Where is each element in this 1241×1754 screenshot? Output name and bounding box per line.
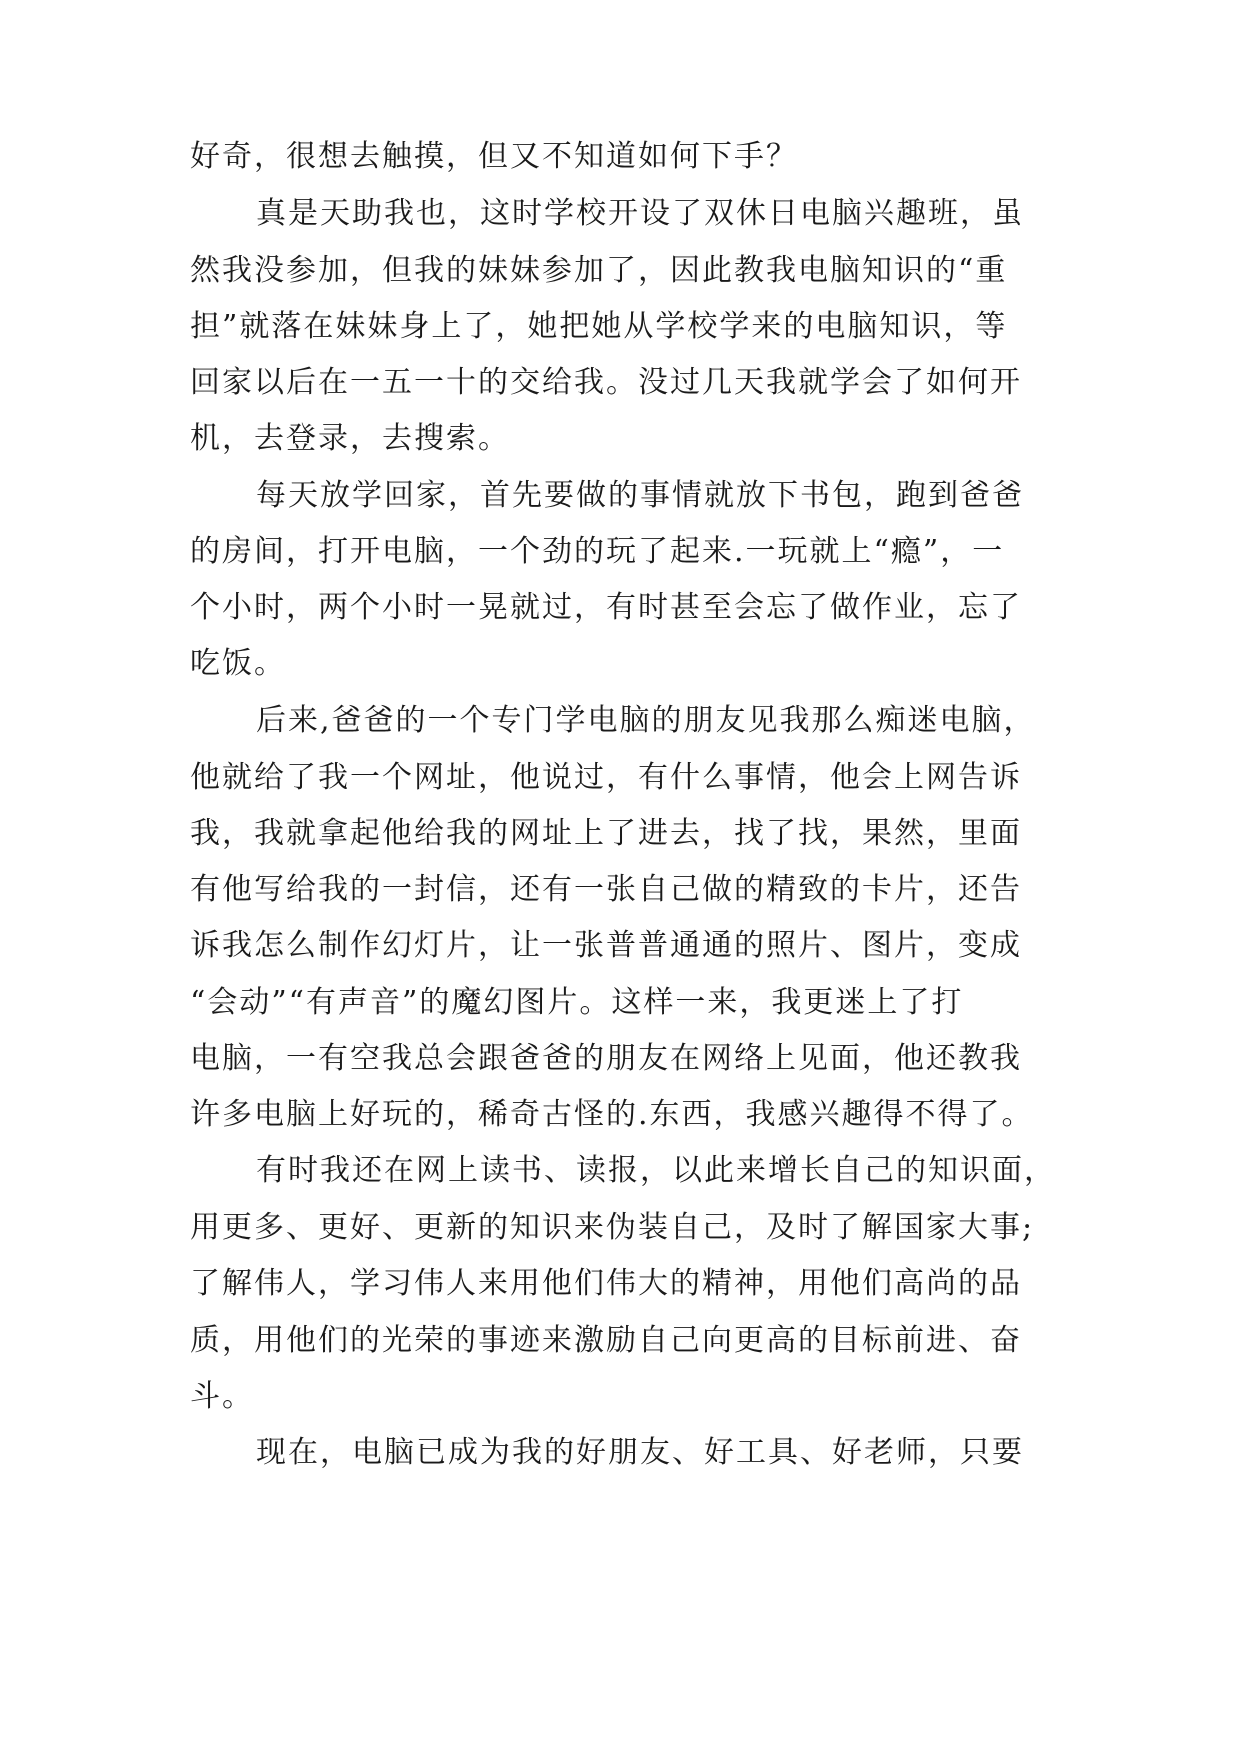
text-line: “会动”“有声音”的魔幻图片。这样一来，我更迷上了打: [190, 985, 964, 1020]
text-line: 用更多、更好、更新的知识来伪装自己，及时了解国家大事;: [190, 1210, 1035, 1245]
text-line: 担”就落在妹妹身上了，她把她从学校学来的电脑知识，等: [190, 309, 1008, 344]
text-line: 有他写给我的一封信，还有一张自己做的精致的卡片，还告: [190, 872, 1022, 907]
text-line: 每天放学回家，首先要做的事情就放下书包，跑到爸爸: [256, 478, 1024, 513]
text-line: 诉我怎么制作幻灯片，让一张普普通通的照片、图片，变成: [190, 928, 1022, 963]
text-line: 现在，电脑已成为我的好朋友、好工具、好老师，只要: [256, 1435, 1024, 1470]
text-line: 我，我就拿起他给我的网址上了进去，找了找，果然，里面: [190, 816, 1022, 851]
text-line: 许多电脑上好玩的，稀奇古怪的.东西，我感兴趣得不得了。: [190, 1097, 1034, 1132]
text-line: 后来,爸爸的一个专门学电脑的朋友见我那么痴迷电脑，: [256, 703, 1036, 738]
text-line: 有时我还在网上读书、读报，以此来增长自己的知识面，: [256, 1153, 1056, 1188]
text-line: 回家以后在一五一十的交给我。没过几天我就学会了如何开: [190, 365, 1022, 400]
document-page: [190, 0, 1060, 1754]
text-line: 个小时，两个小时一晃就过，有时甚至会忘了做作业，忘了: [190, 590, 1022, 625]
text-line: 好奇，很想去触摸，但又不知道如何下手？: [190, 139, 798, 174]
text-line: 的房间，打开电脑，一个劲的玩了起来.一玩就上“瘾”，一: [190, 534, 1005, 569]
text-line: 他就给了我一个网址，他说过，有什么事情，他会上网告诉: [190, 760, 1022, 795]
text-line: 机，去登录，去搜索。: [190, 421, 510, 456]
text-line: 真是天助我也，这时学校开设了双休日电脑兴趣班，虽: [256, 196, 1024, 231]
text-line: 斗。: [190, 1379, 254, 1414]
text-line: 电脑，一有空我总会跟爸爸的朋友在网络上见面，他还教我: [190, 1041, 1022, 1076]
text-line: 然我没参加，但我的妹妹参加了，因此教我电脑知识的“重: [190, 253, 1008, 288]
text-line: 质，用他们的光荣的事迹来激励自己向更高的目标前进、奋: [190, 1323, 1022, 1358]
text-line: 吃饭。: [190, 646, 286, 681]
text-line: 了解伟人，学习伟人来用他们伟大的精神，用他们高尚的品: [190, 1266, 1022, 1301]
